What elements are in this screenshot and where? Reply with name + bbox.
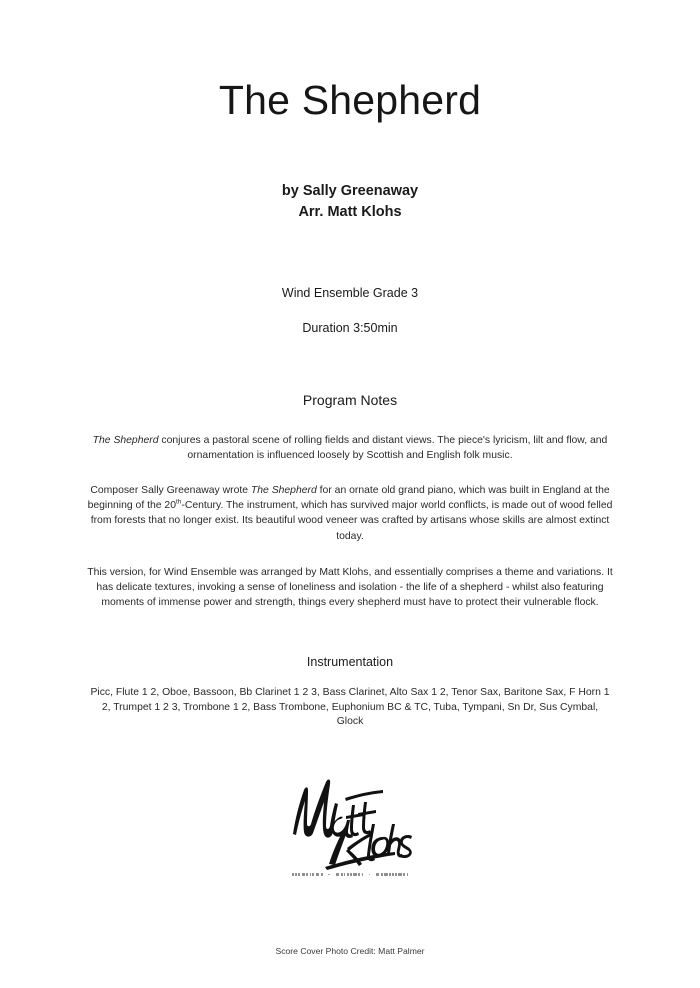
work-title-italic-1: The Shepherd [92,435,159,447]
page-title: The Shepherd [218,77,482,123]
arranger-line: Arr. Matt Klohs [298,204,402,221]
paragraph-1-text: conjures a pastoral scene of rolling fields and distant views. The piece's lyricism, lilt and flow, and ornamentation is influenced loosely by Scottish and English folk music. [158,435,608,462]
credits-block [0,181,700,223]
century-superscript: th [176,498,182,506]
paragraph-2-text-b: -Century. The instrument, which has survived major world conflicts, is made out of wood felled from forests that no longer exist. Its beautiful wood veneer was crafted by artisans whose skills are almost extinct today. [90,500,613,542]
program-note-paragraph-2 [78,483,623,543]
paragraph-2-text-a: for an ornate old grand piano, which was built in England at the beginning of the 20 [87,485,610,512]
paragraph-2-lead: Composer Sally Greenaway wrote [90,485,251,497]
program-note-paragraph-1 [78,433,623,463]
photo-credit: Score Cover Photo Credit: Matt Palmer [275,946,425,956]
instrumentation-list: Picc, Flute 1 2, Oboe, Bassoon, Bb Clarinet 1 2 3, Bass Clarinet, Alto Sax 1 2, Tenor Sax, Baritone Sax, F Horn 1 2, Trumpet 1 2 3, Trombone 1 2, Bass Trombone, Euphonium BC & TC, Tuba, Tympani, Sn Dr, Sus Cymbal, Glock [90,686,610,728]
instrumentation-heading: Instrumentation [306,654,394,669]
program-notes-heading: Program Notes [302,392,398,409]
grade-duration-block [0,286,700,336]
program-notes-body [78,433,623,610]
matt-klohs-signature-icon [285,772,415,870]
duration: Duration 3:50min [302,321,398,336]
program-note-paragraph-3: This version, for Wind Ensemble was arranged by Matt Klohs, and essentially comprises a theme and variations. It has delicate textures, invoking a sense of loneliness and isolation - the life of a shepherd - whilst also featuring moments of immense power and strength, things every shepherd must have to protect their vulnerable flock. [87,566,613,608]
work-title-italic-2: The Shepherd [250,485,317,497]
ensemble-grade: Wind Ensemble Grade 3 [281,286,419,301]
publisher-logo [0,772,700,877]
logo-tagline-microtext [292,872,408,877]
composer-line: by Sally Greenaway [281,183,419,200]
